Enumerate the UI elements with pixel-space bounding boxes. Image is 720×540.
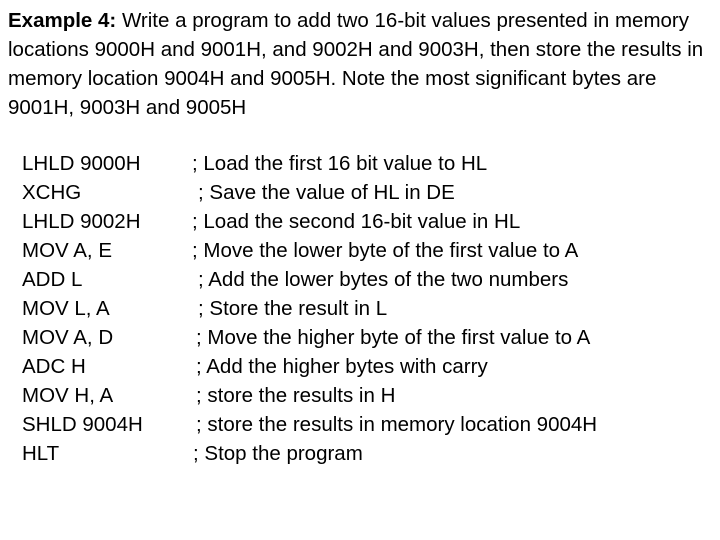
instruction: MOV L, A <box>22 297 110 320</box>
instruction: MOV A, E <box>22 239 112 262</box>
example-description: Write a program to add two 16-bit values presented in memory locations 9000H and 9001H, and 9002H and 9003H, then store the results in memory location 9004H and 9005H. Note the most significant bytes are 9001H, 9003H and 9005H <box>8 9 704 119</box>
comment: ; Stop the program <box>193 442 363 465</box>
comment: ; Load the first 16 bit value to HL <box>192 152 488 175</box>
instruction: LHLD 9002H <box>22 210 141 233</box>
example-heading <box>8 6 714 122</box>
instruction: HLT <box>22 442 60 465</box>
comment: ; store the results in H <box>196 384 396 407</box>
instruction: XCHG <box>22 181 82 204</box>
comment: ; Add the higher bytes with carry <box>196 355 488 378</box>
comment: ; Add the lower bytes of the two numbers <box>198 268 569 291</box>
comment: ; Load the second 16-bit value in HL <box>192 210 521 233</box>
comment: ; Move the higher byte of the first value to A <box>196 326 591 349</box>
comment: ; Move the lower byte of the first value to A <box>192 239 579 262</box>
instruction: MOV A, D <box>22 326 114 349</box>
comment: ; Store the result in L <box>198 297 388 320</box>
instruction: LHLD 9000H <box>22 152 141 175</box>
example-label: Example 4: <box>8 9 117 32</box>
instruction: ADC H <box>22 355 86 378</box>
comment: ; Save the value of HL in DE <box>198 181 455 204</box>
instruction: ADD L <box>22 268 83 291</box>
comment: ; store the results in memory location 9004H <box>196 413 598 436</box>
instruction: SHLD 9004H <box>22 413 143 436</box>
instruction: MOV H, A <box>22 384 114 407</box>
